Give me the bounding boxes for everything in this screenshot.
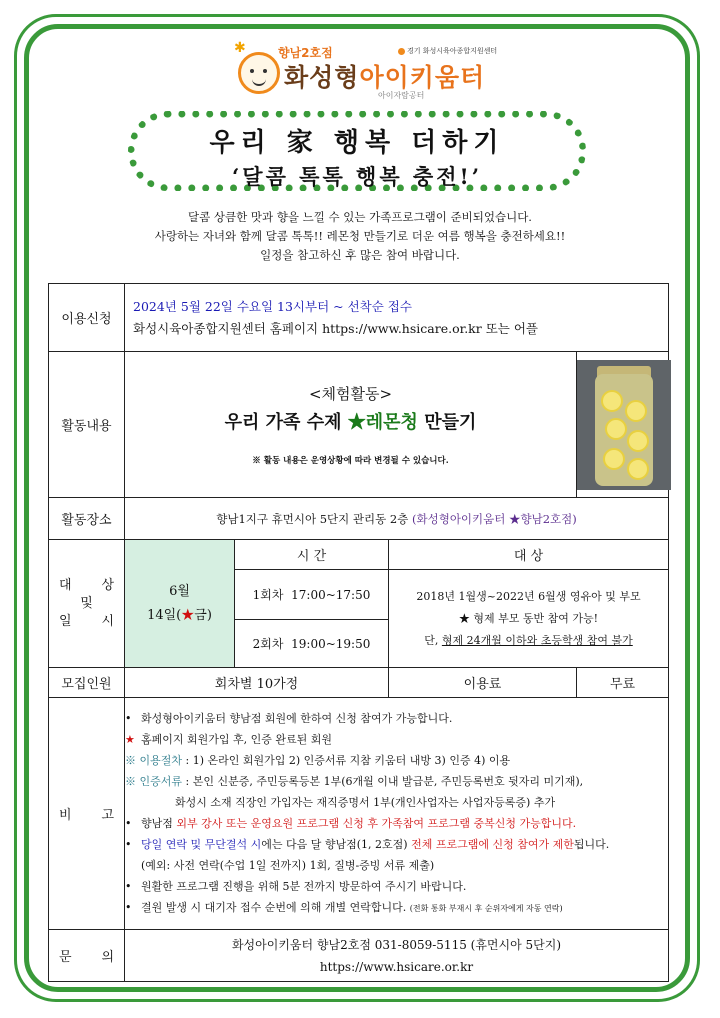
star-icon: ★	[347, 412, 366, 433]
fee-label: 이용료	[389, 668, 577, 698]
remark-item: • 결원 발생 시 대기자 접수 순번에 의해 개별 연락합니다. (전화 통화 부재시 후 순위자에게 자동 연락)	[125, 901, 563, 914]
target-content: 2018년 1월생~2022년 6월생 영유아 및 부모 ★ 형제 부모 동반 참여 가능! 단, 형제 24개월 이하와 초등학생 참여 불가	[389, 570, 669, 668]
title-sub: ‘달콤 톡톡 행복 충전!’	[231, 164, 483, 189]
inquiry-url[interactable]: https://www.hsicare.or.kr	[319, 959, 474, 974]
intro-line: 달콤 상큼한 맛과 향을 느낄 수 있는 가족프로그램이 준비되었습니다.	[188, 210, 532, 224]
place-label: 활동장소	[49, 498, 125, 540]
star-icon: ★	[125, 733, 135, 746]
row-inquiry	[49, 930, 669, 982]
recruit-value: 회차별 10가정	[125, 668, 389, 698]
title-box	[128, 111, 586, 191]
intro-line: 일정을 참고하신 후 많은 참여 바랍니다.	[260, 248, 460, 262]
info-table	[48, 283, 669, 982]
row-activity	[49, 352, 669, 498]
child-face-icon	[238, 52, 280, 94]
org-logo-icon	[398, 48, 405, 55]
time-header: 시 간	[235, 540, 389, 570]
logo-title: 화성형아이키움터	[284, 63, 486, 92]
schedule-label: 대 상 및 일 시	[49, 540, 125, 668]
remark-item: • 당일 연락 및 무단결석 시에는 다음 달 향남점(1, 2호점) 전체 프로그램에 신청 참여가 제한됩니다.	[125, 838, 610, 851]
activity-bracket: <체험활동>	[308, 385, 393, 403]
activity-image-cell	[577, 352, 669, 498]
activity-title: 우리 가족 수제 ★레몬청 만들기	[224, 412, 477, 433]
row-place	[49, 498, 669, 540]
remarks-content	[125, 698, 669, 930]
row-remarks	[49, 698, 669, 930]
apply-label: 이용신청	[49, 284, 125, 352]
schedule-date: 6월 14일(★금)	[125, 540, 235, 668]
apply-content	[125, 284, 669, 352]
apply-site: 화성시육아종합지원센터 홈페이지 https://www.hsicare.or.kr 또는 어플	[133, 320, 538, 336]
inquiry-phone: 화성아이키움터 향남2호점 031-8059-5115 (휴먼시아 5단지)	[231, 937, 562, 952]
title-main: 우리 家 행복 더하기	[209, 128, 505, 158]
org-logo: 경기 화성시육아종합지원센터	[398, 46, 497, 56]
target-header: 대 상	[389, 540, 669, 570]
row-schedule-header	[49, 540, 669, 570]
session-1: 1회차 17:00~17:50	[235, 570, 389, 620]
activity-note: ※ 활동 내용은 운영상황에 따라 변경될 수 있습니다.	[252, 456, 449, 466]
star-icon: ★	[181, 607, 195, 623]
inquiry-content	[125, 930, 669, 982]
remark-item: • 향남점 외부 강사 또는 운영요원 프로그램 신청 후 가족참여 프로그램 중복신청 가능합니다.	[125, 817, 577, 830]
remark-item: 화성시 소재 직장인 가입자는 재직증명서 1부(개인사업자는 사업자등록증) 추가	[175, 796, 556, 809]
inquiry-label: 문 의	[49, 930, 125, 982]
intro-text	[40, 208, 680, 265]
remark-item: ※ 인증서류 : 본인 신분증, 주민등록등본 1부(6개월 이내 발급분, 주민등록번호 뒷자리 미기재),	[125, 775, 584, 788]
logo-subtitle: 아이자람공터	[378, 91, 425, 100]
remark-item: ※ 이용절차 : 1) 온라인 회원가입 2) 인증서류 지참 키움터 내방 3) 인증 4) 이용	[125, 754, 511, 767]
intro-line: 사랑하는 자녀와 함께 달콤 톡톡!! 레몬청 만들기로 더운 여름 행복을 충전하세요!!	[154, 229, 566, 243]
logo-branch: 향남2호점	[278, 46, 333, 60]
star-icon: ✱	[234, 40, 246, 56]
remark-item: ★ 홈페이지 회원가입 후, 인증 완료된 회원	[125, 729, 668, 750]
activity-content	[125, 352, 577, 498]
lemon-jar-photo	[577, 360, 671, 490]
row-apply	[49, 284, 669, 352]
row-recruit	[49, 668, 669, 698]
session-2: 2회차 19:00~19:50	[235, 620, 389, 668]
recruit-label: 모집인원	[49, 668, 125, 698]
remark-item: • 화성형아이키움터 향남점 회원에 한하여 신청 참여가 가능합니다.	[125, 712, 453, 725]
apply-date: 2024년 5월 22일 수요일 13시부터 ~ 선착순 접수	[133, 298, 412, 314]
activity-label: 활동내용	[49, 352, 125, 498]
remarks-label: 비 고	[49, 698, 125, 930]
fee-value: 무료	[577, 668, 669, 698]
remark-item: • 원활한 프로그램 진행을 위해 5분 전까지 방문하여 주시기 바랍니다.	[125, 880, 467, 893]
place-content: 향남1지구 휴먼시아 5단지 관리동 2층 (화성형아이키움터 ★향남2호점)	[125, 498, 669, 540]
remark-item: (예외: 사전 연락(수업 1일 전까지) 1회, 질병-증빙 서류 제출)	[141, 859, 435, 872]
